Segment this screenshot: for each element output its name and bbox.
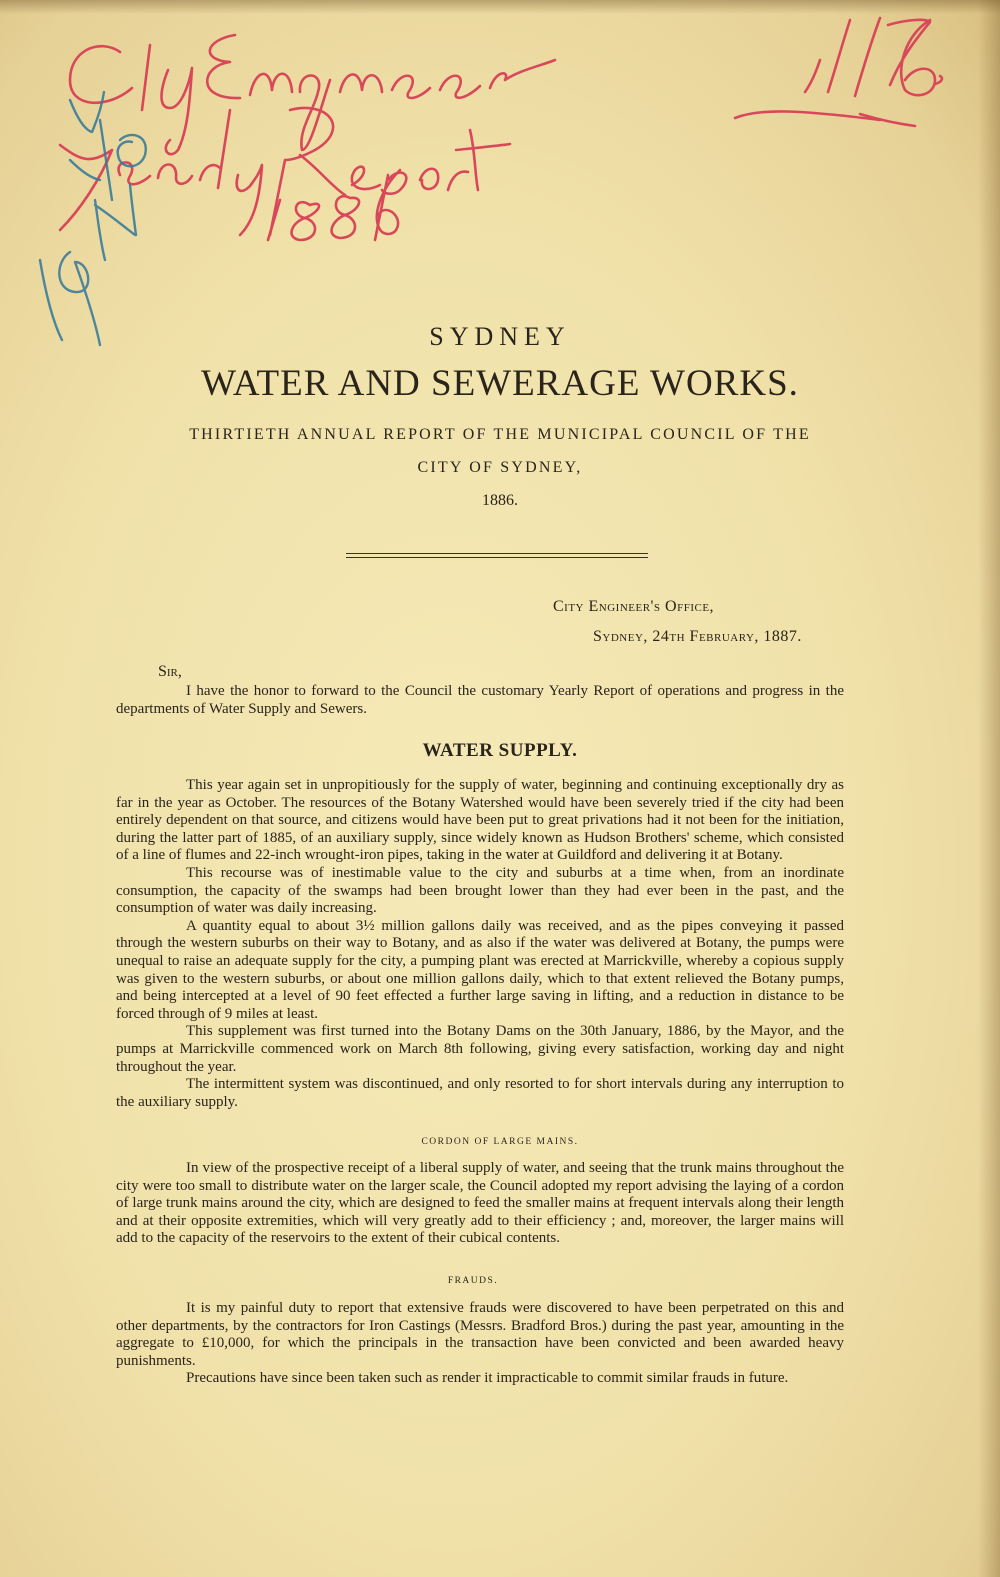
paragraph: This recourse was of inestimable value to the city and suburbs at a time when, from an inordinate consumption, the capacity of the swamps had been brought lower than they had ever been in the past, and the consumption of water was daily increasing.: [116, 864, 844, 917]
water-supply-body: [116, 777, 844, 1111]
title-divider-2: [346, 557, 648, 558]
subtitle-line-1: THIRTIETH ANNUAL REPORT OF THE MUNICIPAL COUNCIL OF THE: [189, 426, 811, 443]
paragraph: This supplement was first turned into the Botany Dams on the 30th January, 1886, by the Mayor, and the pumps at Marrickville commenced work on March 8th following, giving every satisfaction, working day and night throughout the year.: [116, 1023, 844, 1075]
letterhead-office: City Engineer's Office,: [553, 598, 715, 615]
subtitle-line-2: CITY OF SYDNEY,: [417, 459, 583, 476]
report-year: 1886.: [482, 492, 518, 509]
handwritten-annotations: [0, 0, 1000, 360]
intro-paragraph: [116, 683, 844, 718]
title-main: WATER AND SEWERAGE WORKS.: [201, 363, 799, 404]
heading-frauds: FRAUDS.: [447, 1276, 499, 1286]
paragraph: In view of the prospective receipt of a liberal supply of water, and seeing that the trunk mains throughout the city were too small to distribute water on the larger scale, the Council adopted my report advising the laying of a cordon of large trunk mains around the city, which are designed to feed the smaller mains at frequent intervals along their length and at their opposite extremities, which will very greatly add to their efficiency ; and, moreover, the larger mains will add to the capacity of the reservoirs to the extent of their cubical contents.: [116, 1160, 844, 1247]
cordon-body: [116, 1160, 844, 1248]
blue-ink-stamp: [40, 92, 146, 345]
letterhead-date: Sydney, 24th February, 1887.: [593, 628, 802, 645]
heading-cordon-of-large-mains: CORDON OF LARGE MAINS.: [421, 1137, 579, 1147]
red-ink-annotation: [60, 18, 942, 240]
paragraph: This year again set in unpropitiously for the supply of water, beginning and continuing exceptionally dry as far in the year as October. The resources of the Botany Watershed would have been severely tried if the city had been entirely dependent on that source, and citizens would have been put to great privations had it not been for the initiation, during the latter part of 1885, of an auxiliary supply, since widely known as Hudson Brothers' scheme, which consisted of a line of flumes and 22-inch wrought-iron pipes, taking in the water at Guildford and delivering it at Botany.: [116, 777, 844, 864]
paragraph: Precautions have since been taken such as render it impracticable to commit similar frauds in future.: [186, 1370, 789, 1387]
salutation: Sir,: [158, 663, 182, 680]
heading-water-supply: WATER SUPPLY.: [422, 740, 578, 761]
title-divider: [346, 553, 648, 554]
paragraph: It is my painful duty to report that extensive frauds were discovered to have been perpetrated on this and other departments, by the contractors for Iron Castings (Messrs. Bradford Bros.) during the past year, amounting in the aggregate to £10,000, for which the principals in the transaction have been convicted and been awarded heavy punishments.: [116, 1300, 844, 1369]
paragraph: The intermittent system was discontinued, and only resorted to for short intervals during any interruption to the auxiliary supply.: [116, 1076, 844, 1110]
title-city: SYDNEY: [429, 322, 571, 351]
intro-text: I have the honor to forward to the Council the customary Yearly Report of operations and progress in the departments of Water Supply and Sewers.: [116, 683, 844, 717]
frauds-body: [116, 1300, 844, 1388]
paragraph: A quantity equal to about 3½ million gallons daily was received, and as the pipes conveying it passed through the western suburbs on their way to Botany, and as also if the water was delivered at Botany, the pumps were unequal to raise an adequate supply for the city, a pumping plant was erected at Marrickville, whereby a copious supply was given to the western suburbs, or about one million gallons daily, which to that extent relieved the Botany pumps, and being intercepted at a level of 90 feet effected a further large saving in lifting, and a reduction in distance to be forced through of 9 miles at least.: [116, 917, 844, 1022]
